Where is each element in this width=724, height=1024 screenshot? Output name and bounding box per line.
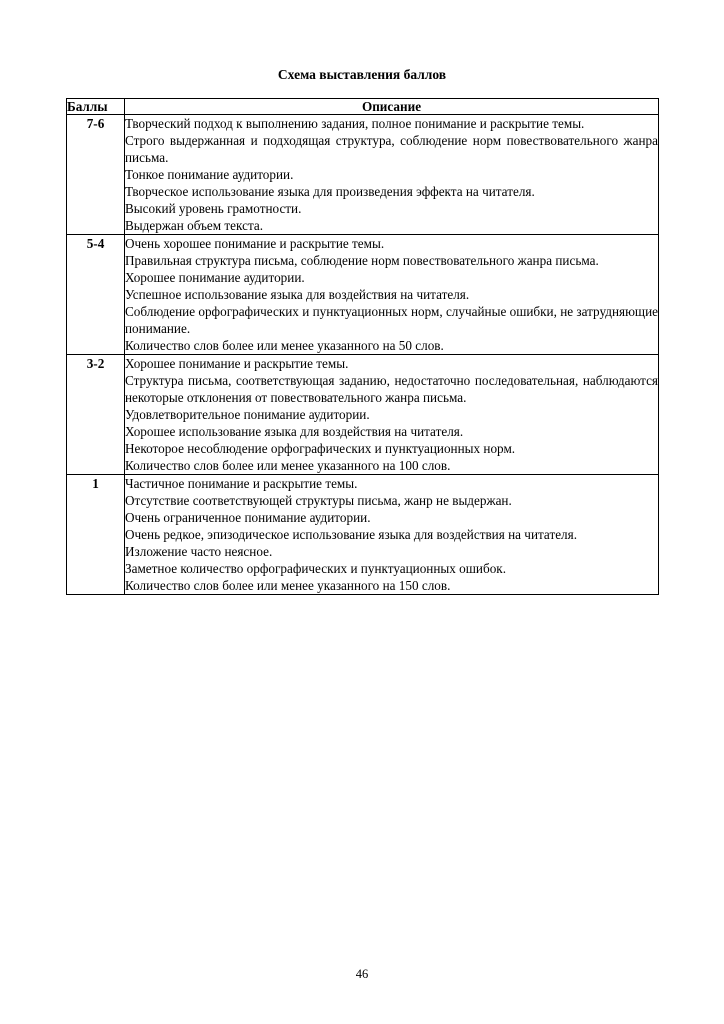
criterion-line: Творческий подход к выполнению задания, полное понимание и раскрытие темы. — [125, 116, 585, 131]
criterion-line: Хорошее понимание и раскрытие темы. — [125, 356, 349, 371]
criterion-line: Правильная структура письма, соблюдение норм повествовательного жанра письма. — [125, 253, 599, 268]
table-row — [67, 235, 659, 355]
criterion-line: Тонкое понимание аудитории. — [125, 167, 294, 182]
criterion-line: Некоторое несоблюдение орфографических и пунктуационных норм. — [125, 441, 516, 456]
criterion-line: Хорошее понимание аудитории. — [125, 270, 305, 285]
page-title: Схема выставления баллов — [277, 67, 447, 82]
criterion-line: Удовлетворительное понимание аудитории. — [125, 407, 370, 422]
criterion-line: Высокий уровень грамотности. — [125, 201, 302, 216]
description-cell — [125, 115, 659, 235]
description-cell — [125, 235, 659, 355]
criterion-line: Структура письма, соответствующая заданию, недостаточно последовательная, наблюдаются некоторые отклонения от повествовательного жанра письма. — [125, 373, 658, 405]
scoring-table — [66, 98, 659, 595]
table-row — [67, 115, 659, 235]
table-row — [67, 355, 659, 475]
criterion-line: Очень редкое, эпизодическое использование языка для воздействия на читателя. — [125, 527, 577, 542]
score-cell: 3-2 — [67, 355, 125, 475]
criterion-line: Очень хорошее понимание и раскрытие темы. — [125, 236, 385, 251]
criterion-line: Успешное использование языка для воздействия на читателя. — [125, 287, 470, 302]
criterion-line: Количество слов более или менее указанного на 150 слов. — [125, 578, 451, 593]
criterion-line: Частичное понимание и раскрытие темы. — [125, 476, 358, 491]
description-cell — [125, 355, 659, 475]
column-header-score: Баллы — [67, 99, 125, 115]
description-cell — [125, 475, 659, 595]
criterion-line: Отсутствие соответствующей структуры письма, жанр не выдержан. — [125, 493, 512, 508]
score-cell: 5-4 — [67, 235, 125, 355]
column-header-description: Описание — [125, 99, 659, 115]
score-cell: 1 — [67, 475, 125, 595]
criterion-line: Заметное количество орфографических и пунктуационных ошибок. — [125, 561, 506, 576]
table-header-row — [67, 99, 659, 115]
criterion-line: Изложение часто неясное. — [125, 544, 273, 559]
score-cell: 7-6 — [67, 115, 125, 235]
criterion-line: Соблюдение орфографических и пунктуационных норм, случайные ошибки, не затрудняющие понимание. — [125, 304, 658, 336]
criterion-line: Количество слов более или менее указанного на 50 слов. — [125, 338, 444, 353]
page-number: 46 — [355, 967, 369, 981]
criterion-line: Количество слов более или менее указанного на 100 слов. — [125, 458, 451, 473]
criterion-line: Очень ограниченное понимание аудитории. — [125, 510, 371, 525]
criterion-line: Творческое использование языка для произведения эффекта на читателя. — [125, 184, 535, 199]
criterion-line: Выдержан объем текста. — [125, 218, 264, 233]
criterion-line: Хорошее использование языка для воздействия на читателя. — [125, 424, 464, 439]
table-row — [67, 475, 659, 595]
criterion-line: Строго выдержанная и подходящая структура, соблюдение норм повествовательного жанра письма. — [125, 133, 658, 165]
